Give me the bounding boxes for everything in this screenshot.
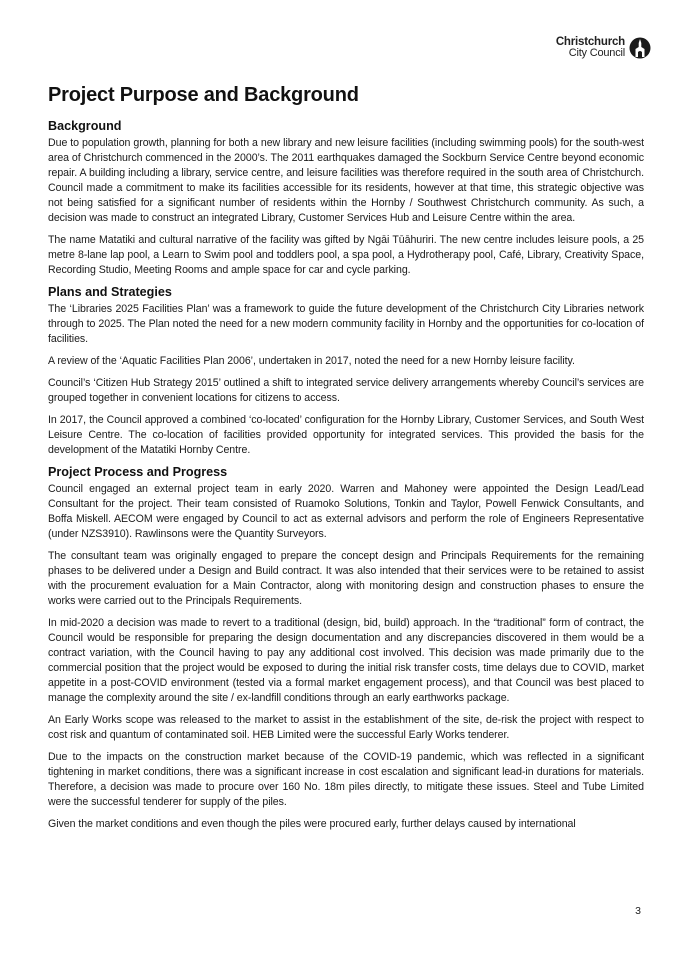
section-heading: Project Process and Progress <box>48 465 228 479</box>
council-logo <box>556 37 651 59</box>
section-heading: Background <box>48 119 122 133</box>
paragraph: The name Matatiki and cultural narrative of the facility was gifted by Ngāi Tūāhuriri. The new centre includes leisure pools, a 25 metre 8-lane lap pool, a Learn to Swim pool and toddlers pool, a spa pool, a Hydrotherapy pool, Café, Library, Creativity Space, Recording Studio, Meeting Rooms and ample space for car and cycle parking. <box>48 234 644 276</box>
page-title: Project Purpose and Background <box>48 84 359 106</box>
paragraph: Due to population growth, planning for both a new library and new leisure facilities (including swimming pools) for the south-west area of Christchurch commenced in the 2000’s. The 2011 earthquakes damaged the Sockburn Service Centre beyond economic repair. A building including a library, service centre, and leisure facilities was therefore required in the south area of Christchurch. Council made a commitment to make its facilities accessible for its residents, however at that time, this strategic objective was not being satisfied for a significant number of residents within the Hornby / Southwest Christchurch community. As such, a decision was made to construct an integrated Library, Customer Services Hub and Leisure Centre within the area. <box>48 137 644 224</box>
section-background <box>48 119 644 278</box>
cathedral-logo-icon <box>629 37 651 59</box>
section-project-process <box>48 465 644 832</box>
paragraph: In 2017, the Council approved a combined ‘co-located’ configuration for the Hornby Library, Customer Services, and South West Leisure Centre. The co-location of facilities provided opportunity for integrated services. This provided the basis for the development of the Matatiki Hornby Centre. <box>48 414 644 456</box>
logo-text <box>556 37 625 59</box>
logo-line1: Christchurch <box>555 36 625 48</box>
logo-line2: City Council <box>568 47 625 59</box>
paragraph: Due to the impacts on the construction market because of the COVID-19 pandemic, which was reflected in a significant tightening in market conditions, there was a significant increase in cost escalation and significant lead-in durations for materials. Therefore, a decision was made to procure over 160 No. 18m piles directly, to mitigate these issues. Steel and Tube Limited were the successful tenderer for supply of the piles. <box>48 751 644 808</box>
document-body <box>48 84 644 839</box>
page-number: 3 <box>635 905 641 917</box>
section-heading: Plans and Strategies <box>48 285 172 299</box>
paragraph: Council’s ‘Citizen Hub Strategy 2015’ outlined a shift to integrated service delivery arrangements whereby Council’s services are grouped together in convenient locations for citizens to access. <box>48 377 644 404</box>
paragraph: An Early Works scope was released to the market to assist in the establishment of the site, de-risk the project with respect to cost risk and quantum of contaminated soil. HEB Limited were the successful Early Works tenderer. <box>48 714 644 741</box>
paragraph: Council engaged an external project team in early 2020. Warren and Mahoney were appointed the Design Lead/Lead Consultant for the project. Their team consisted of Ruamoko Solutions, Tonkin and Taylor, Powell Fenwick Consultants, and Boffa Miskell. AECOM were engaged by Council to act as external advisors and perform the role of Engineers Representative (under NZS3910). Rawlinsons were the Quantity Surveyors. <box>48 483 644 540</box>
paragraph: Given the market conditions and even though the piles were procured early, further delays caused by international <box>48 818 576 830</box>
paragraph: A review of the ‘Aquatic Facilities Plan 2006’, undertaken in 2017, noted the need for a new Hornby leisure facility. <box>48 355 575 367</box>
paragraph: The consultant team was originally engaged to prepare the concept design and Principals Requirements for the remaining phases to be delivered under a Design and Build contract. It was also intended that their services were to be retained to assist with the procurement evaluation for a Main Contractor, along with monitoring design and construction phases to ensure the works were carried out to the Principals Requirements. <box>48 550 644 607</box>
paragraph: In mid-2020 a decision was made to revert to a traditional (design, bid, build) approach. In the “traditional” form of contract, the Council would be responsible for preparing the design documentation and any discrepancies discovered in them would be a contract variation, with the Council having to pay any additional cost involved. This decision was made primarily due to the commercial position that the project would be exposed to during the initial risk transfer costs, time delays due to COVID, market appetite in a post-COVID environment (tested via a formal market engagement process), and that Council was best placed to manage the complexity around the site / ex-landfill conditions through an early earthworks package. <box>48 617 644 704</box>
paragraph: The ‘Libraries 2025 Facilities Plan’ was a framework to guide the future development of the Christchurch City Libraries network through to 2025. The Plan noted the need for a new modern community facility in Hornby and the opportunities for co-location of facilities. <box>48 303 644 345</box>
section-plans-and-strategies <box>48 285 644 458</box>
